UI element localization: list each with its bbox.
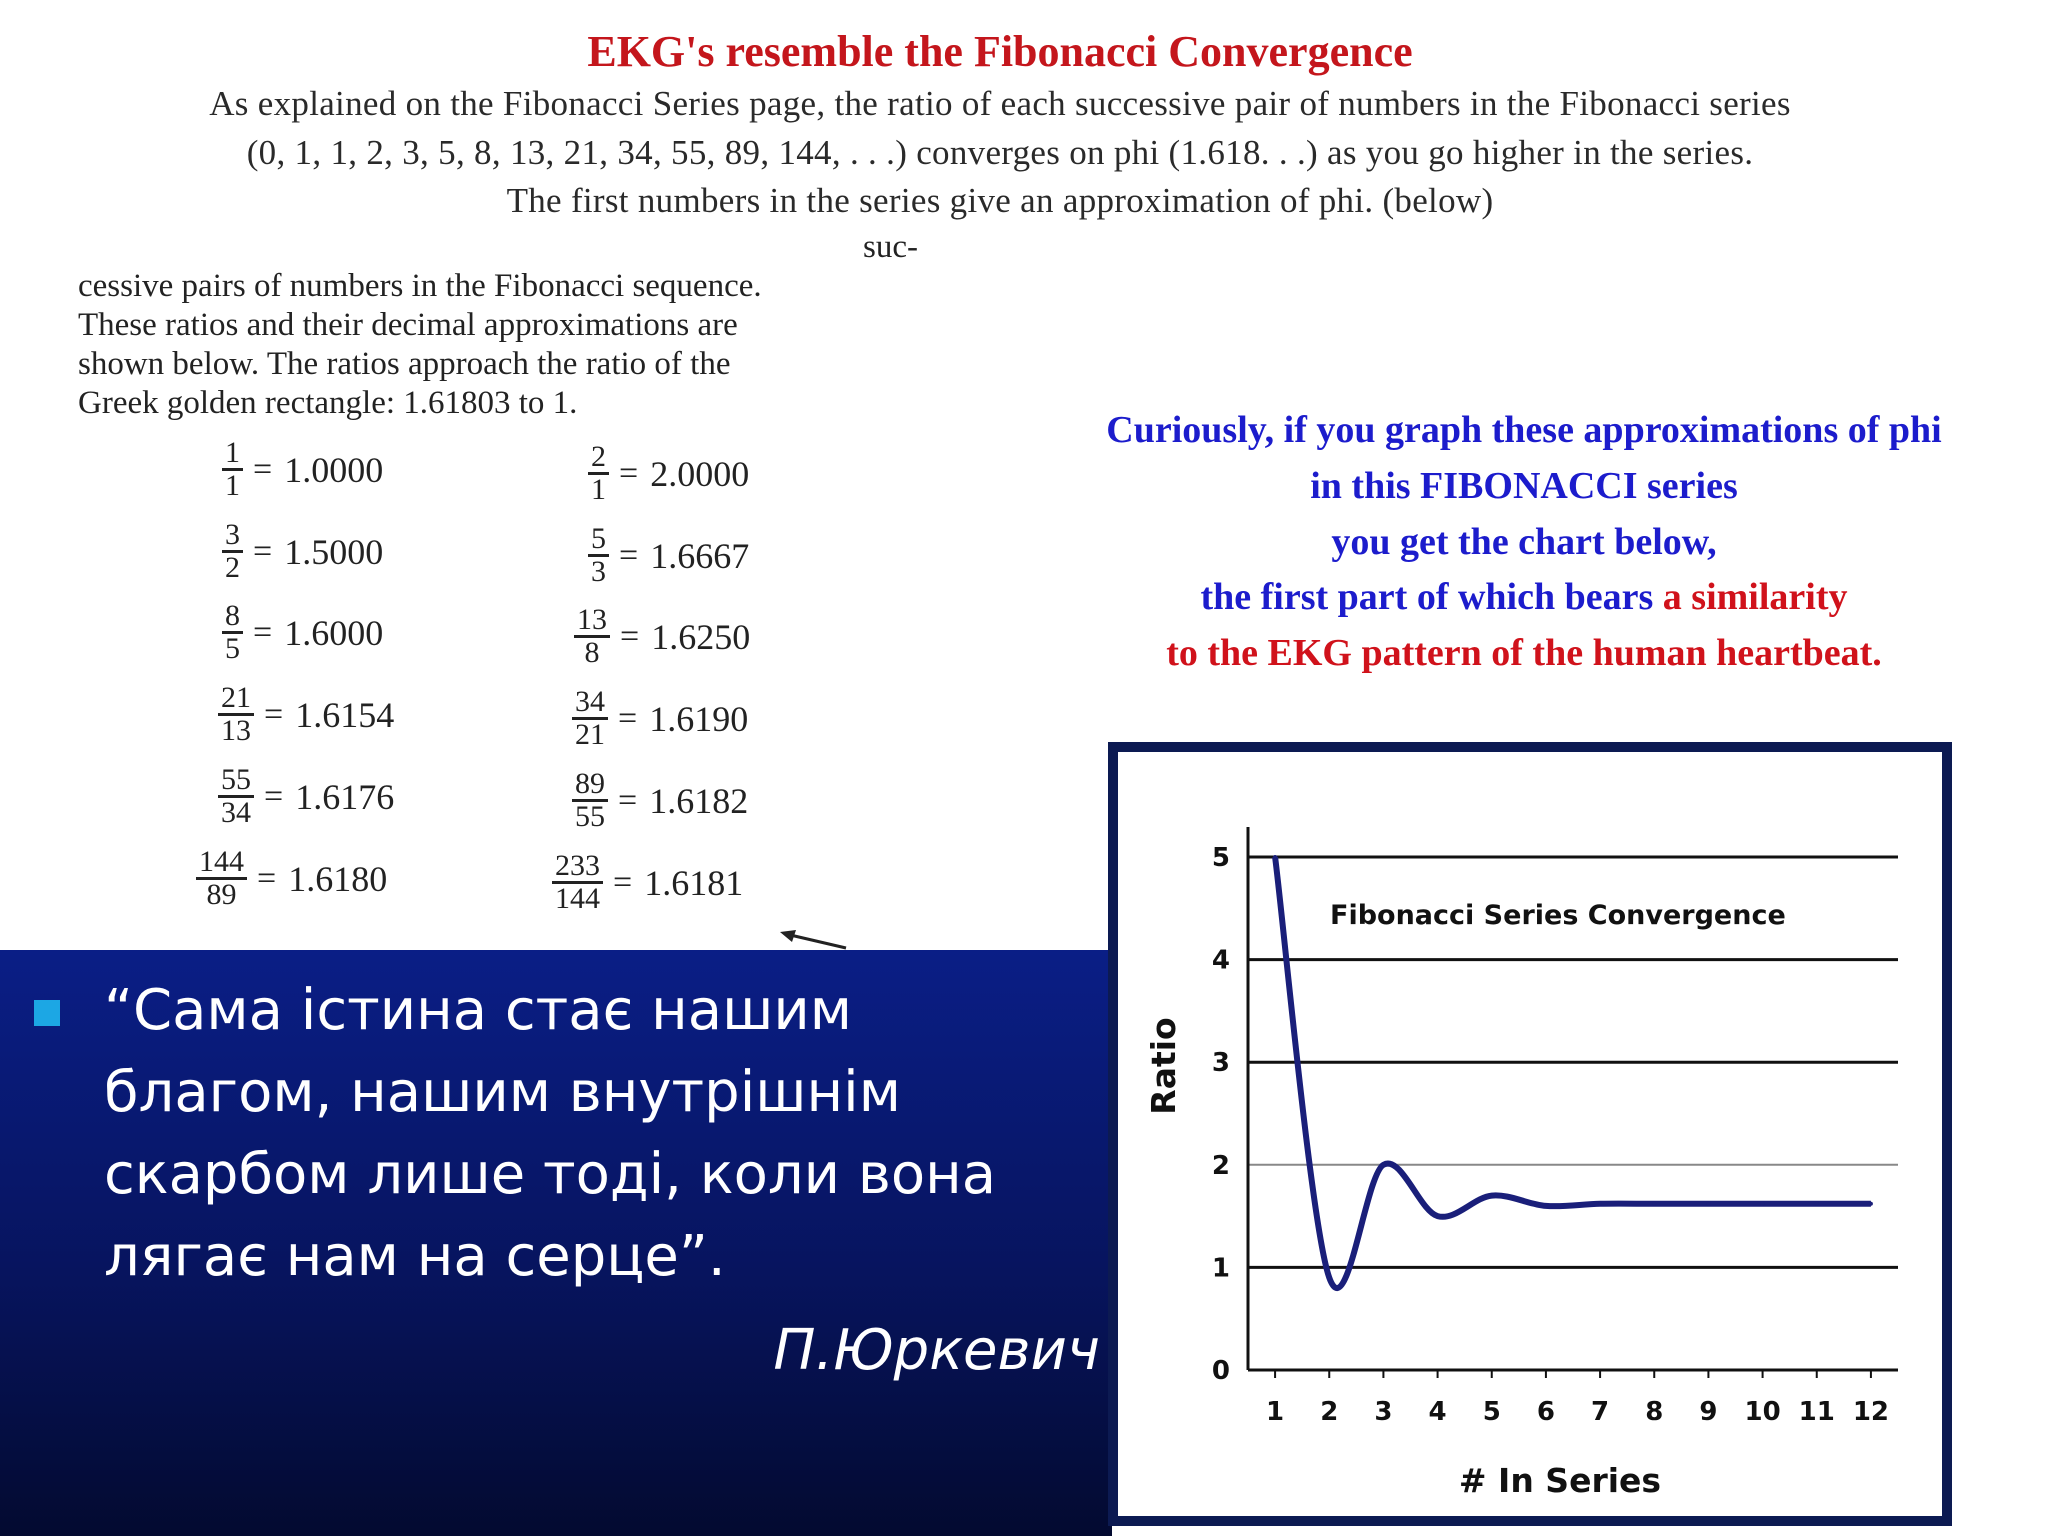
y-tick-label: 4 xyxy=(1211,945,1230,976)
ratio-value: 2.0000 xyxy=(650,453,750,494)
ratio-item: $\frac{13}{8}$ = 1.6250 xyxy=(574,605,750,668)
ratio-item: $\frac{2}{1}$ = 2.0000 xyxy=(588,442,749,505)
ratio-value: 1.0000 xyxy=(284,449,384,490)
ratio-value: 1.6667 xyxy=(650,535,750,576)
ratio-item: $\frac{34}{21}$ = 1.6190 xyxy=(572,687,748,750)
y-tick-label: 2 xyxy=(1211,1150,1230,1181)
scan-line: shown below. The ratios approach the ratio of the xyxy=(78,346,731,382)
ratio-value: 1.6250 xyxy=(651,616,751,657)
quote-text: “Сама істина стає нашим благом, нашим внутрішнім скарбом лише тоді, коли вона лягає нам на серце”. xyxy=(104,978,997,1289)
intro-line-2: (0, 1, 1, 2, 3, 5, 8, 13, 21, 34, 55, 89, 144, . . .) converges on phi (1.618. . .) as you go higher in the series. xyxy=(246,133,1754,172)
data-point xyxy=(1381,1163,1385,1167)
x-axis-title: # In Series xyxy=(1458,1461,1662,1500)
ratio-item: $\frac{8}{5}$ = 1.6000 xyxy=(222,601,383,664)
x-tick-label: 10 xyxy=(1744,1397,1781,1427)
scan-fragment: suc- xyxy=(863,229,918,265)
ratio-value: 1.5000 xyxy=(284,531,384,572)
y-tick-label: 1 xyxy=(1211,1253,1230,1284)
y-tick-label: 3 xyxy=(1211,1048,1230,1079)
ratio-value: 1.6181 xyxy=(644,862,744,903)
curious-line-2: in this FIBONACCI series xyxy=(1310,465,1738,507)
ratio-item: $\frac{21}{13}$ = 1.6154 xyxy=(218,683,394,746)
data-point xyxy=(1544,1204,1548,1208)
data-point xyxy=(1706,1202,1710,1206)
x-tick-label: 4 xyxy=(1428,1397,1447,1427)
ratio-item: $\frac{55}{34}$ = 1.6176 xyxy=(218,765,394,828)
quote-author: П.Юркевич xyxy=(773,1318,1100,1383)
data-point xyxy=(1869,1202,1873,1206)
chart-title: Fibonacci Series Convergence xyxy=(1330,900,1786,931)
data-point xyxy=(1436,1214,1440,1218)
ratio-item: $\frac{3}{2}$ = 1.5000 xyxy=(222,520,383,583)
scan-line: Greek golden rectangle: 1.61803 to 1. xyxy=(78,385,578,421)
y-tick-label: 0 xyxy=(1211,1356,1230,1386)
intro-line-3: The first numbers in the series give an approximation of phi. (below) xyxy=(506,181,1494,220)
data-point xyxy=(1815,1202,1819,1206)
ratio-item: $\frac{89}{55}$ = 1.6182 xyxy=(572,769,748,832)
x-tick-label: 9 xyxy=(1699,1397,1718,1427)
x-tick-label: 8 xyxy=(1645,1397,1664,1427)
curious-line-4-red: a similarity xyxy=(1662,576,1848,618)
x-tick-label: 3 xyxy=(1374,1397,1393,1427)
ratio-item: $\frac{233}{144}$ = 1.6181 xyxy=(552,851,743,914)
x-tick-label: 11 xyxy=(1798,1397,1835,1427)
x-tick-label: 5 xyxy=(1482,1397,1501,1427)
chart-frame xyxy=(1108,742,1952,1526)
curious-line-4 xyxy=(990,575,2048,619)
curious-line-5: to the EKG pattern of the human heartbeat. xyxy=(1166,632,1882,674)
curious-line-3: you get the chart below, xyxy=(1331,521,1717,563)
data-point xyxy=(1598,1202,1602,1206)
ratio-item: $\frac{144}{89}$ = 1.6180 xyxy=(196,847,387,910)
data-point xyxy=(1327,1276,1331,1280)
x-tick-label: 7 xyxy=(1591,1397,1610,1427)
page-title: EKG's resemble the Fibonacci Convergence xyxy=(587,27,1413,76)
x-tick-label: 2 xyxy=(1320,1397,1339,1427)
x-tick-label: 6 xyxy=(1536,1397,1555,1427)
ratio-value: 1.6000 xyxy=(284,612,384,653)
scan-line: These ratios and their decimal approximations are xyxy=(78,307,738,343)
convergence-chart xyxy=(1118,752,1942,1516)
ratio-item: $\frac{1}{1}$ = 1.0000 xyxy=(222,438,383,501)
data-point xyxy=(1490,1194,1494,1198)
data-point xyxy=(1761,1202,1765,1206)
data-point xyxy=(1273,855,1277,859)
intro-line-1: As explained on the Fibonacci Series page, the ratio of each successive pair of numbers in the Fibonacci series xyxy=(209,84,1791,123)
x-tick-label: 12 xyxy=(1852,1397,1890,1427)
ratio-value: 1.6154 xyxy=(295,694,395,735)
y-axis-title: Ratio xyxy=(1144,1017,1183,1115)
ratio-value: 1.6180 xyxy=(288,858,388,899)
y-tick-label: 5 xyxy=(1211,843,1230,873)
scanned-paragraph xyxy=(78,228,918,423)
ratio-value: 1.6176 xyxy=(295,776,395,817)
ratio-value: 1.6190 xyxy=(649,698,749,739)
scan-line: cessive pairs of numbers in the Fibonacci sequence. xyxy=(78,268,762,304)
data-point xyxy=(1652,1202,1656,1206)
curious-line-4-blue: the first part of which bears xyxy=(1200,576,1663,618)
x-tick-label: 1 xyxy=(1266,1397,1285,1427)
bullet-square-icon xyxy=(34,1000,60,1026)
ratio-value: 1.6182 xyxy=(649,780,749,821)
curious-line-1: Curiously, if you graph these approximations of phi xyxy=(1106,409,1942,451)
ratio-item: $\frac{5}{3}$ = 1.6667 xyxy=(588,524,749,587)
